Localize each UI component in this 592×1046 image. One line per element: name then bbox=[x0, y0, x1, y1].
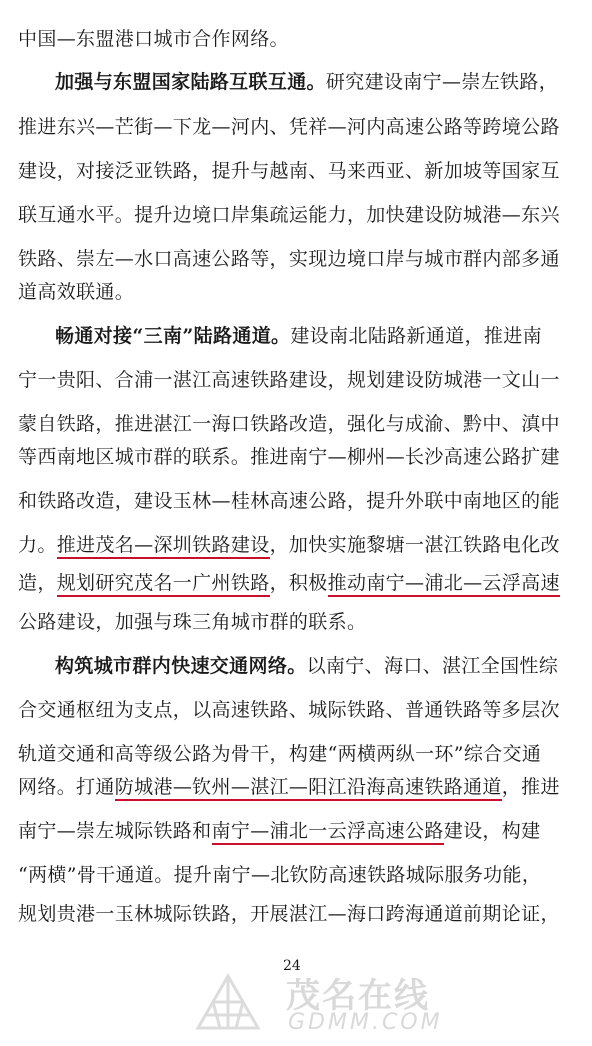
watermark-logo-icon bbox=[178, 968, 278, 1036]
underlined-maoming-shenzhen-railway: 推进茂名—深圳铁路建设 bbox=[57, 534, 270, 559]
text-line: 公路建设，加强与珠三角城市群的联系。 bbox=[18, 611, 367, 633]
heading-asean-connectivity: 加强与东盟国家陆路互联互通。 bbox=[55, 71, 326, 93]
underlined-nanning-pubei-yunfu-expressway: 推动南宁—浦北—云浮高速 bbox=[328, 572, 560, 597]
text-line: 等西南地区城市群的联系。推进南宁—柳州—长沙高速公路扩建 bbox=[18, 446, 560, 468]
underlined-nanning-pubei-yunfu-expressway-2: 南宁—浦北一云浮高速公路 bbox=[212, 820, 444, 845]
text-line: 规划贵港一玉林城际铁路，开展湛江—海口跨海通道前期论证， bbox=[18, 903, 560, 925]
paragraph-2-first-line: 畅通对接“三南”陆路通道。建设南北陆路新通道，推进南 bbox=[55, 325, 542, 347]
watermark bbox=[178, 968, 443, 1038]
paragraph-3-first-line: 构筑城市群内快速交通网络。以南宁、海口、湛江全国性综 bbox=[55, 655, 559, 677]
text-line: 和铁路改造，建设玉林—桂林高速公路，提升外联中南地区的能 bbox=[18, 490, 560, 512]
text-line: 铁路、崇左—水口高速公路等，实现边境口岸与城市群内部多通 bbox=[18, 248, 560, 270]
text-line: 推进东兴—芒街—下龙—河内、凭祥—河内高速公路等跨境公路 bbox=[18, 116, 560, 138]
heading-three-south-corridor: 畅通对接“三南”陆路通道。 bbox=[55, 325, 291, 347]
text-line: 造，规划研究茂名一广州铁路，积极推动南宁—浦北—云浮高速 bbox=[18, 572, 578, 594]
underlined-maoming-guangzhou-railway: 规划研究茂名一广州铁路 bbox=[57, 572, 270, 597]
text-line: 联互通水平。提升边境口岸集疏运能力，加快建设防城港—东兴 bbox=[18, 204, 560, 226]
page-number: 24 bbox=[283, 958, 301, 974]
text-line: 南宁—崇左城际铁路和南宁—浦北一云浮高速公路建设，构建 bbox=[18, 820, 578, 842]
text-line: 道高效联通。 bbox=[18, 281, 135, 303]
watermark-text: 茂名在线 bbox=[286, 976, 430, 1016]
text-line: 网络。打通防城港—钦州—湛江—阳江沿海高速铁路通道，推进 bbox=[18, 776, 578, 798]
text-line: 轨道交通和高等级公路为骨干，构建“两横两纵一环”综合交通 bbox=[18, 743, 542, 765]
text-line: “两横”骨干通道。提升南宁—北钦防高速铁路城际服务功能， bbox=[18, 864, 542, 886]
paragraph-1-first-line: 加强与东盟国家陆路互联互通。研究建设南宁—崇左铁路， bbox=[55, 71, 559, 93]
text-line: 中国—东盟港口城市合作网络。 bbox=[18, 28, 289, 50]
text-line: 力。推进茂名—深圳铁路建设，加快实施黎塘一湛江铁路电化改 bbox=[18, 534, 578, 556]
heading-fast-transport-network: 构筑城市群内快速交通网络。 bbox=[55, 655, 307, 677]
underlined-coastal-high-speed-rail: 防城港—钦州—湛江—阳江沿海高速铁路通道 bbox=[115, 776, 502, 801]
text-line: 宁一贵阳、合浦一湛江高速铁路建设，规划建设防城港一文山一 bbox=[18, 369, 560, 391]
text-line: 合交通枢纽为支点，以高速铁路、城际铁路、普通铁路等多层次 bbox=[18, 699, 560, 721]
watermark-url: GDMM.COM bbox=[288, 1010, 443, 1035]
text-line: 蒙自铁路，推进湛江一海口铁路改造，强化与成渝、黔中、滇中 bbox=[18, 413, 560, 435]
text-line: 建设，对接泛亚铁路，提升与越南、马来西亚、新加坡等国家互 bbox=[18, 160, 560, 182]
